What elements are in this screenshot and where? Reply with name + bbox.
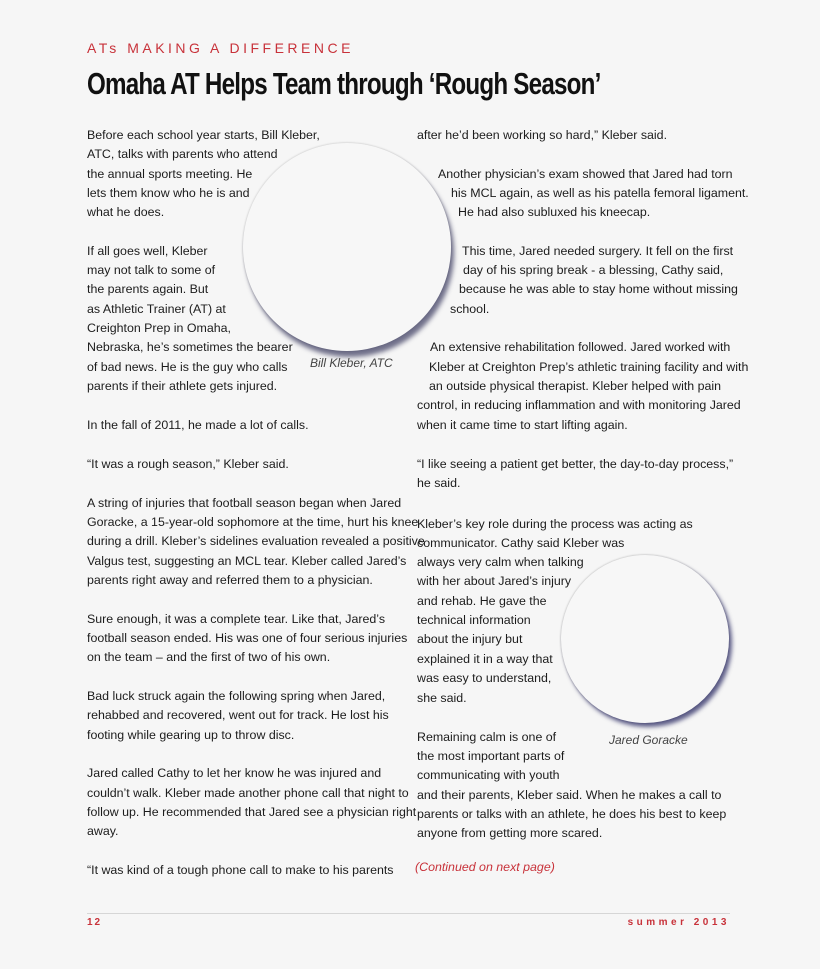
body-text-right-line: explained it in a way that xyxy=(417,652,553,666)
body-text-right-line: after he’d been working so hard,” Kleber said. xyxy=(417,128,668,142)
body-text-right-line: Kleber at Creighton Prep’s athletic training facility and with xyxy=(429,360,749,374)
body-text-right-line: an outside physical therapist. Kleber helped with pain xyxy=(429,379,722,393)
body-text-left-line: follow up. He recommended that Jared see a physician right xyxy=(87,805,417,819)
body-text-left-line: couldn’t walk. Kleber made another phone call that night to xyxy=(87,786,409,800)
body-text-left-line: parents if their athlete gets injured. xyxy=(87,379,278,393)
body-text-left-line: during a drill. Kleber’s sidelines evaluation revealed a positive xyxy=(87,534,425,548)
body-text-right-line: Remaining calm is one of xyxy=(417,730,557,744)
body-text-left-line: If all goes well, Kleber xyxy=(87,244,208,258)
body-text-right-line: about the injury but xyxy=(417,632,523,646)
body-text-right-line: “I like seeing a patient get better, the day-to-day process,” xyxy=(417,457,734,471)
body-text-left-line: Goracke, a 15-year-old sophomore at the time, hurt his knee xyxy=(87,515,419,529)
body-text-left-line: Valgus test, suggesting an MCL tear. Kleber called Jared’s xyxy=(87,554,407,568)
body-text-left-line: “It was a rough season,” Kleber said. xyxy=(87,457,289,471)
body-text-right-line: she said. xyxy=(417,691,467,705)
body-text-right-line: day of his spring break - a blessing, Cathy said, xyxy=(463,263,724,277)
body-text-right-line: This time, Jared needed surgery. It fell on the first xyxy=(462,244,734,258)
continued-note: (Continued on next page) xyxy=(415,860,555,874)
body-text-right-line: because he was able to stay home without missing xyxy=(459,282,738,296)
body-text-right-line: anyone from getting more scared. xyxy=(417,826,603,840)
body-text-right-line: Another physician’s exam showed that Jared had torn xyxy=(438,167,733,181)
body-text-left-line: away. xyxy=(87,824,119,838)
body-text-left-line: Nebraska, he’s sometimes the bearer xyxy=(87,340,293,354)
body-text-left-line: A string of injuries that football season began when Jared xyxy=(87,496,402,510)
body-text-left-line: the parents again. But xyxy=(87,282,209,296)
body-text-right-line: always very calm when talking xyxy=(417,555,584,569)
body-text-right-line: his MCL again, as well as his patella femoral ligament. xyxy=(451,186,749,200)
body-text-left-line: Sure enough, it was a complete tear. Like that, Jared’s xyxy=(87,612,386,626)
body-text-right-line: and their parents, Kleber said. When he makes a call to xyxy=(417,788,722,802)
body-text-left-line: what he does. xyxy=(87,205,165,219)
goracke-photo-caption: Jared Goracke xyxy=(609,733,688,747)
body-text-left-line: Before each school year starts, Bill Kleber, xyxy=(87,128,320,142)
body-text-right-line: control, in reducing inflammation and with monitoring Jared xyxy=(417,398,741,412)
body-text-left-line: “It was kind of a tough phone call to make to his parents xyxy=(87,863,394,877)
body-text-right-line: technical information xyxy=(417,613,531,627)
body-text-left-line: Jared called Cathy to let her know he was injured and xyxy=(87,766,382,780)
article-headline: Omaha AT Helps Team through ‘Rough Season’ xyxy=(87,66,601,101)
body-text-right-line: parents or talks with an athlete, he does his best to keep xyxy=(417,807,727,821)
body-text-left-line: the annual sports meeting. He xyxy=(87,167,253,181)
body-text-right-line: communicating with youth xyxy=(417,768,560,782)
body-text-left-line: on the team – and the first of two of his own. xyxy=(87,650,331,664)
body-text-right-line: he said. xyxy=(417,476,461,490)
body-text-right-line: school. xyxy=(450,302,490,316)
issue-label: summer 2013 xyxy=(627,917,730,928)
footer-rule xyxy=(87,913,730,914)
section-kicker: ATs MAKING A DIFFERENCE xyxy=(87,40,354,56)
body-text-left-line: may not talk to some of xyxy=(87,263,216,277)
body-text-left-line: In the fall of 2011, he made a lot of calls. xyxy=(87,418,309,432)
body-text-right-line: An extensive rehabilitation followed. Jared worked with xyxy=(430,340,731,354)
body-text-left-line: ATC, talks with parents who attend xyxy=(87,147,278,161)
body-text-right-line: and rehab. He gave the xyxy=(417,594,547,608)
body-text-left-line: football season ended. His was one of four serious injuries xyxy=(87,631,408,645)
goracke-photo-frame xyxy=(561,555,729,723)
body-text-left-line: lets them know who he is and xyxy=(87,186,250,200)
body-text-right-line: He had also subluxed his kneecap. xyxy=(458,205,651,219)
body-text-left-line: Creighton Prep in Omaha, xyxy=(87,321,231,335)
kleber-photo-caption: Bill Kleber, ATC xyxy=(310,356,393,370)
body-text-right-line: with her about Jared’s injury xyxy=(417,574,572,588)
body-text-right-line: the most important parts of xyxy=(417,749,565,763)
body-text-left-line: of bad news. He is the guy who calls xyxy=(87,360,288,374)
kleber-photo-frame xyxy=(243,143,451,351)
body-text-left-line: Bad luck struck again the following spring when Jared, xyxy=(87,689,386,703)
body-text-left-line: as Athletic Trainer (AT) at xyxy=(87,302,226,316)
body-text-right-line: communicator. Cathy said Kleber was xyxy=(417,536,625,550)
body-text-right-line: Kleber’s key role during the process was acting as xyxy=(417,517,693,531)
page-number: 12 xyxy=(87,917,103,928)
body-text-left-line: footing while gearing up to throw disc. xyxy=(87,728,295,742)
body-text-left-line: rehabbed and recovered, went out for track. He lost his xyxy=(87,708,389,722)
body-text-right-line: when it came time to start lifting again. xyxy=(417,418,628,432)
body-text-left-line: parents right away and referred them to a physician. xyxy=(87,573,373,587)
body-text-right-line: was easy to understand, xyxy=(417,671,552,685)
